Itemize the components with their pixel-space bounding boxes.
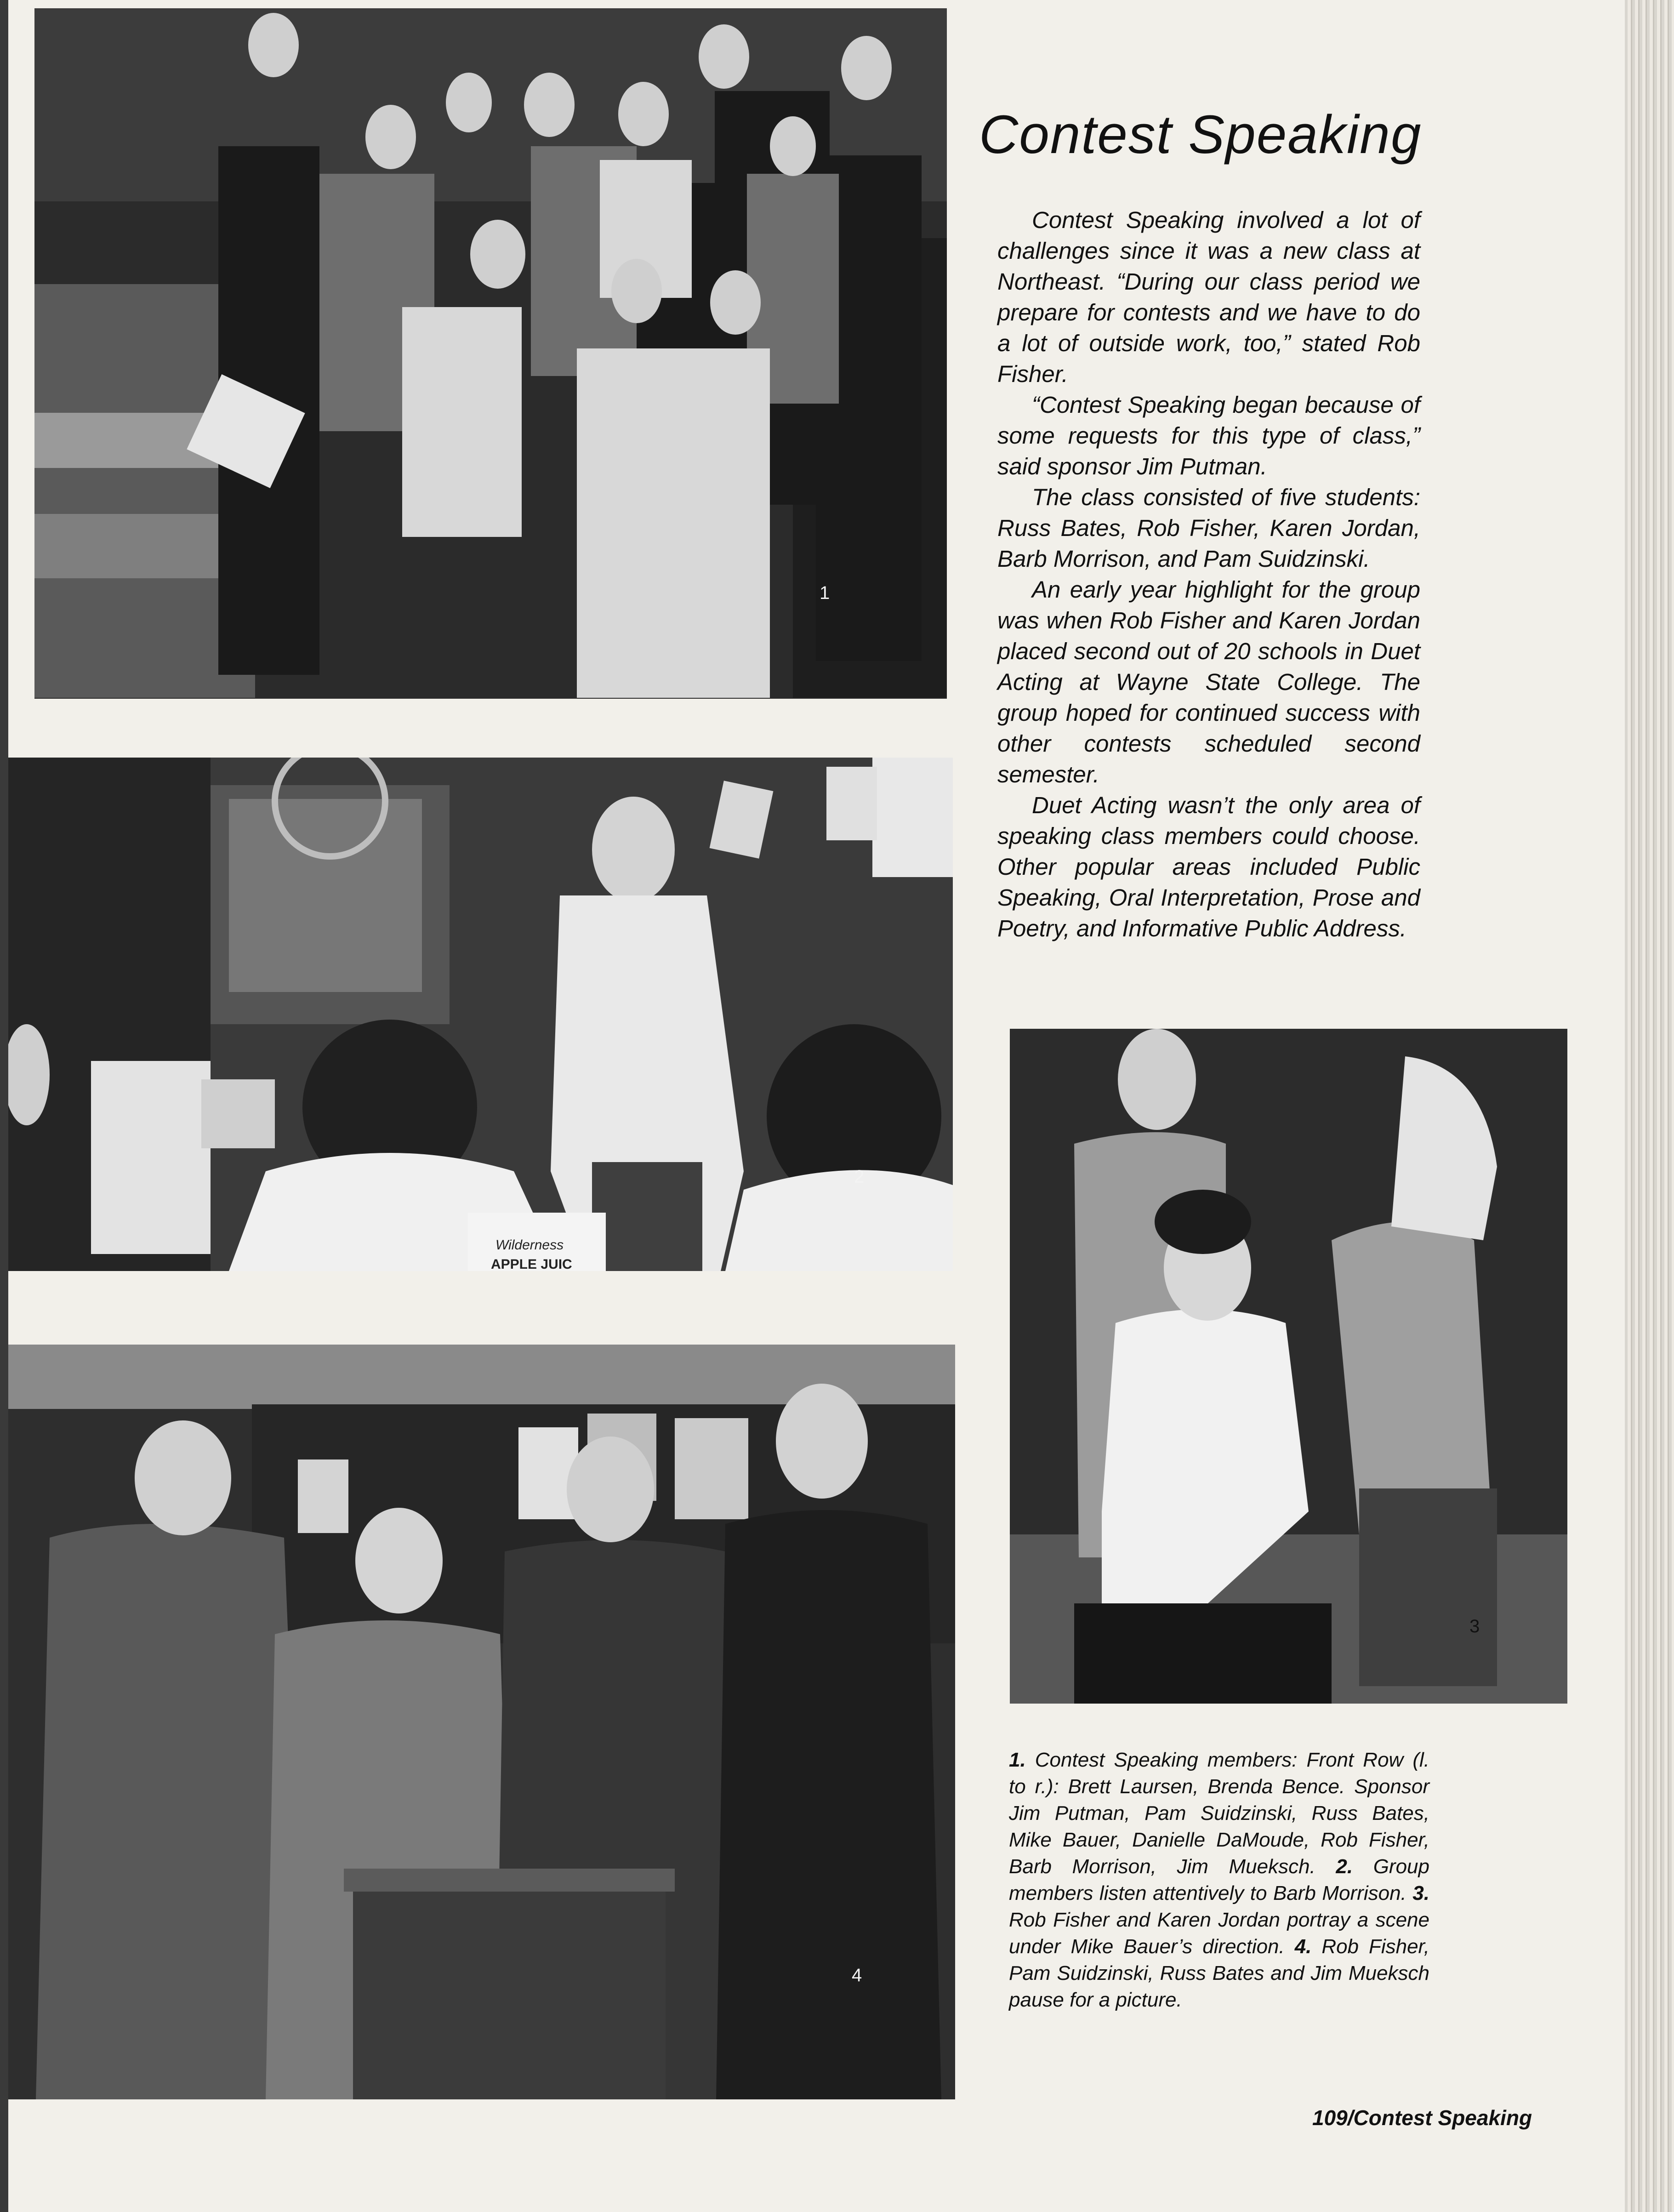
page-title: Contest Speaking (979, 104, 1422, 165)
photo-four-students-podium (8, 1345, 955, 2099)
caption-text: Group members listen attentively to Barb Morrison. (1009, 1855, 1429, 1904)
story-paragraph: The class consisted of five students: Russ Bates, Rob Fisher, Karen Jordan, Barb Morrison, and Pam Suidzinski. (997, 484, 1420, 572)
photo-number-3: 3 (1469, 1616, 1480, 1636)
photo-number-4: 4 (852, 1965, 862, 1985)
carton-label: APPLE JUIC (491, 1257, 572, 1271)
binding-shadow (0, 0, 8, 2212)
photo-duet-acting-scene (1010, 1029, 1567, 1704)
caption-number: 2. (1336, 1855, 1353, 1878)
photo-barb-morrison-presenting (8, 758, 953, 1271)
story-paragraph: Contest Speaking involved a lot of challenges since it was a new class at Northeast. “During our class period we prepare for contests and we have to do a lot of outside work, too,” stated Rob Fisher. (997, 207, 1420, 387)
caption-number: 1. (1009, 1749, 1026, 1771)
caption-text: Contest Speaking members: Front Row (l. to r.): Brett Laursen, Brenda Bence. Sponsor Jim Putman, Pam Suidzinski, Russ Bates, Mike Bauer, Danielle DaMoude, Rob Fisher, Barb Morrison, Jim Mueksch. (1009, 1749, 1429, 1878)
page-folio: 109/Contest Speaking (1312, 2106, 1532, 2130)
photo-number-2: 2 (854, 1167, 865, 1187)
page-edge (1625, 0, 1674, 2212)
story-paragraph: An early year highlight for the group was when Rob Fisher and Karen Jordan placed second out of 20 schools in Duet Acting at Wayne State College. The group hoped for continued success with other contests scheduled second semester. (997, 576, 1420, 787)
caption-text: Rob Fisher, Pam Suidzinski, Russ Bates and Jim Mueksch pause for a picture. (1009, 1935, 1429, 2011)
photo-captions (1009, 1747, 1429, 2013)
photo-number-1: 1 (820, 583, 830, 603)
story-paragraph: Duet Acting wasn’t the only area of speaking class members could choose. Other popular areas included Public Speaking, Oral Interpretation, Prose and Poetry, and Informative Public Address. (997, 792, 1420, 941)
carton-brand: Wilderness (495, 1237, 564, 1253)
story-paragraph: “Contest Speaking began because of some requests for this type of class,” said sponsor Jim Putman. (997, 392, 1420, 479)
caption-number: 4. (1294, 1935, 1312, 1958)
caption-text: Rob Fisher and Karen Jordan portray a scene under Mike Bauer’s direction. (1009, 1909, 1429, 1958)
story-text (997, 205, 1420, 944)
photo-group-portrait (34, 8, 947, 699)
caption-number: 3. (1412, 1882, 1429, 1904)
